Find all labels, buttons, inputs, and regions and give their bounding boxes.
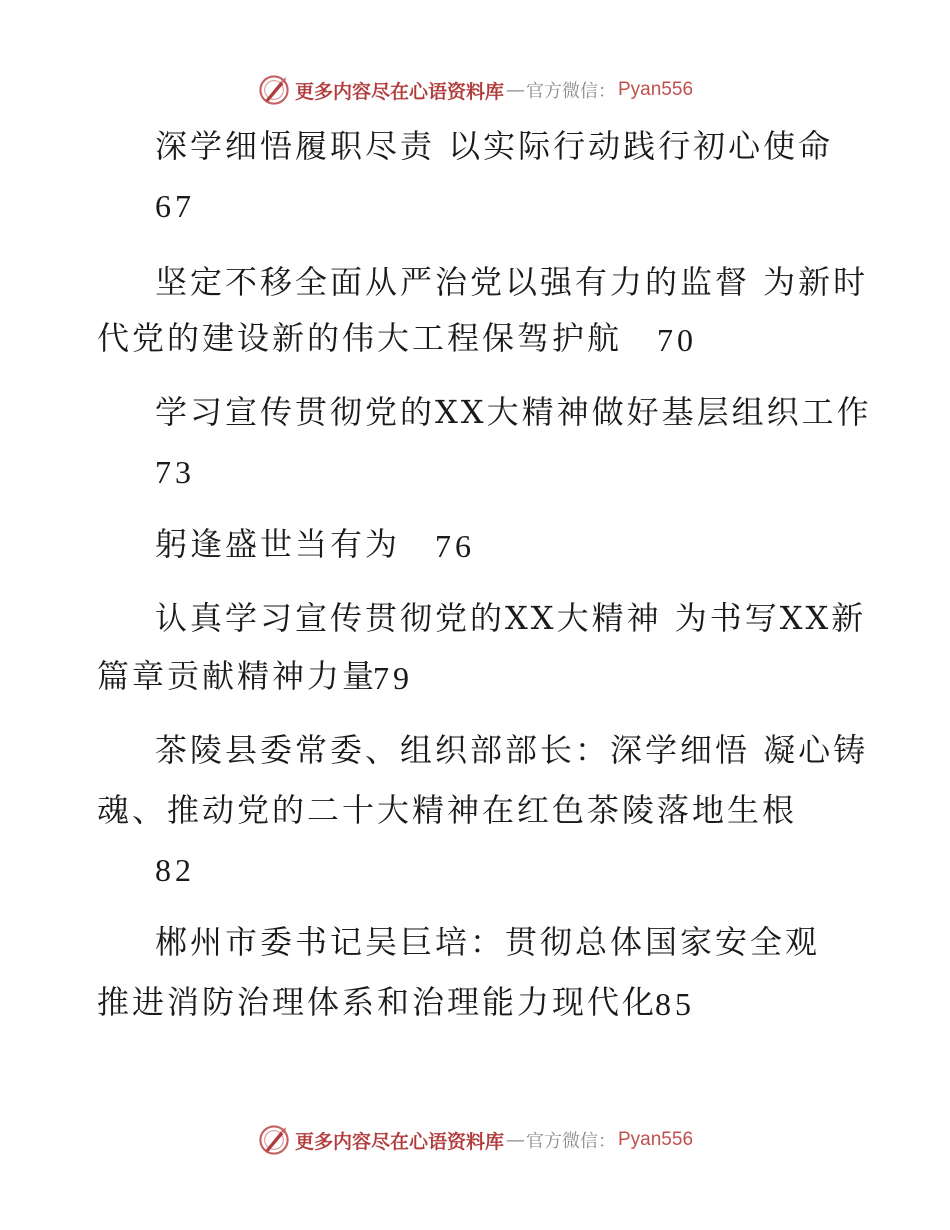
toc-entry-2-title-line1: 坚定不移全面从严治党以强有力的监督 为新时: [155, 263, 869, 301]
toc-entry-5-title-line2: 篇章贡献精神力量: [97, 657, 378, 695]
toc-entry-6-title-line1: 茶陵县委常委、组织部部长：深学细悟 凝心铸: [155, 731, 869, 769]
toc-entry-2-page: 70: [657, 322, 697, 358]
banner-title: 更多内容尽在心语资料库: [294, 1130, 504, 1153]
toc-entry-4-title: 躬逢盛世当有为: [155, 525, 401, 563]
toc-entry-6-page: 82: [155, 852, 195, 888]
footer-banner: [0, 1122, 950, 1158]
toc-entry-3-page: 73: [155, 454, 195, 490]
banner-title: 更多内容尽在心语资料库: [294, 80, 504, 103]
banner-wechat-label: 官方微信：: [526, 81, 616, 102]
toc-entry-5-title-line1: 认真学习宣传贯彻党的XX大精神 为书写XX新: [155, 599, 867, 637]
toc-entry-2-title-line2: 代党的建设新的伟大工程保驾护航: [97, 319, 623, 357]
banner-dash: —: [506, 79, 524, 101]
toc-entry-1-page: 67: [155, 188, 195, 224]
toc-entry-7-page: 85: [655, 986, 695, 1022]
quill-logo-icon: [257, 73, 291, 107]
quill-logo-icon: [257, 1123, 291, 1157]
toc-entry-6-title-line2: 魂、推动党的二十大精神在红色茶陵落地生根: [97, 791, 798, 829]
banner-wechat-label: 官方微信：: [526, 1131, 616, 1152]
banner-wechat-id: Pyan556: [618, 1129, 694, 1150]
toc-entry-4-page: 76: [435, 528, 475, 564]
toc-entry-1-title: 深学细悟履职尽责 以实际行动践行初心使命: [155, 127, 834, 165]
banner-wechat-id: Pyan556: [618, 79, 694, 100]
toc-entry-7-title-line2: 推进消防治理体系和治理能力现代化: [97, 983, 658, 1021]
banner-dash: —: [506, 1129, 524, 1151]
header-banner: [0, 72, 950, 108]
toc-entry-5-page: 79: [373, 660, 413, 696]
toc-entry-7-title-line1: 郴州市委书记吴巨培：贯彻总体国家安全观: [155, 923, 821, 961]
toc-entry-3-title: 学习宣传贯彻党的XX大精神做好基层组织工作: [155, 393, 872, 431]
